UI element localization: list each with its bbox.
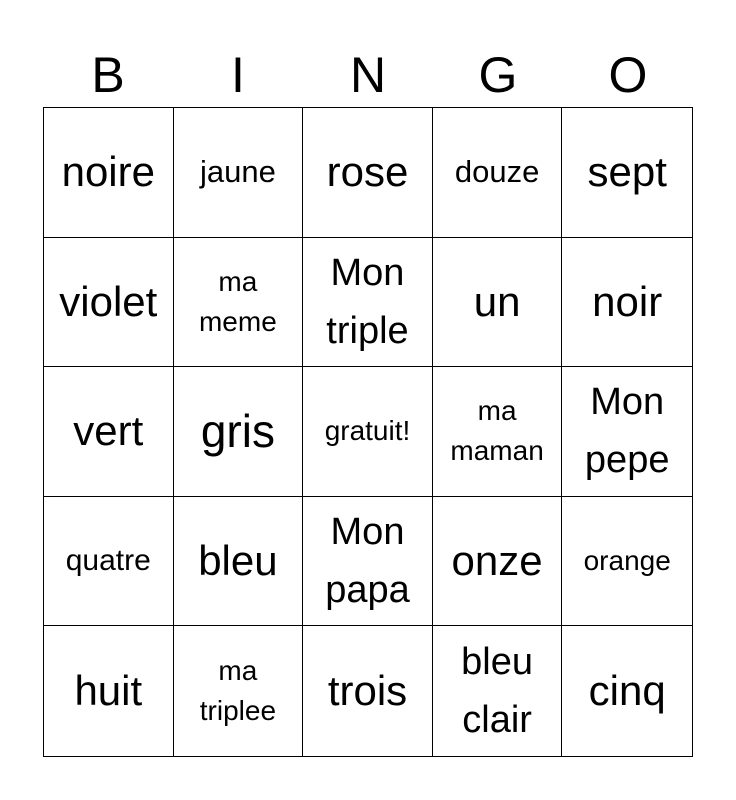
cell-text: violet (59, 277, 158, 325)
cell-text: noir (592, 277, 663, 325)
cell-text: Mon papa (325, 511, 410, 612)
cell-text: ma meme (198, 265, 277, 337)
cell-text: huit (74, 667, 143, 715)
bingo-cell (174, 497, 304, 627)
cell-text: rose (326, 148, 409, 196)
bingo-header (43, 44, 693, 106)
cell-text: onze (451, 537, 543, 585)
cell-text: orange (583, 545, 671, 577)
bingo-cell (433, 367, 563, 497)
cell-text: noire (61, 148, 155, 196)
bingo-cell (303, 626, 433, 756)
cell-text: vert (73, 407, 144, 455)
bingo-cell (562, 367, 692, 497)
header-letter-n: N (349, 47, 387, 103)
bingo-cell (303, 238, 433, 368)
cell-text: Mon triple (326, 251, 409, 352)
bingo-cell (562, 626, 692, 756)
bingo-cell (174, 108, 304, 238)
cell-text: Mon pepe (584, 381, 670, 482)
bingo-cell (433, 238, 563, 368)
header-letter-i: I (231, 47, 245, 103)
bingo-cell (44, 108, 174, 238)
bingo-cell (303, 497, 433, 627)
bingo-cell (303, 367, 433, 497)
cell-text: trois (327, 667, 408, 715)
bingo-cell (303, 108, 433, 238)
cell-text: ma triplee (199, 655, 277, 727)
bingo-cell (562, 497, 692, 627)
bingo-cell (433, 108, 563, 238)
header-letter-g: G (478, 47, 518, 103)
bingo-cell (433, 626, 563, 756)
cell-text: gratuit! (324, 415, 411, 447)
bingo-cell (174, 626, 304, 756)
cell-text: ma maman (450, 395, 544, 467)
bingo-cell (562, 238, 692, 368)
cell-text: bleu clair (461, 641, 534, 742)
header-letter-b: B (91, 47, 125, 103)
header-letter-o: O (608, 47, 648, 103)
cell-text: sept (587, 148, 667, 196)
bingo-cell (44, 238, 174, 368)
cell-text: un (473, 277, 521, 325)
bingo-board (43, 107, 693, 757)
cell-text: douze (454, 154, 540, 190)
cell-text: gris (200, 405, 275, 458)
bingo-cell (562, 108, 692, 238)
cell-text: quatre (65, 544, 151, 578)
bingo-cell (433, 497, 563, 627)
cell-text: bleu (198, 537, 278, 585)
cell-text: cinq (588, 667, 666, 715)
bingo-cell (174, 238, 304, 368)
bingo-cell (44, 367, 174, 497)
cell-text: jaune (199, 154, 276, 190)
bingo-cell (44, 497, 174, 627)
bingo-cell (44, 626, 174, 756)
bingo-cell (174, 367, 304, 497)
